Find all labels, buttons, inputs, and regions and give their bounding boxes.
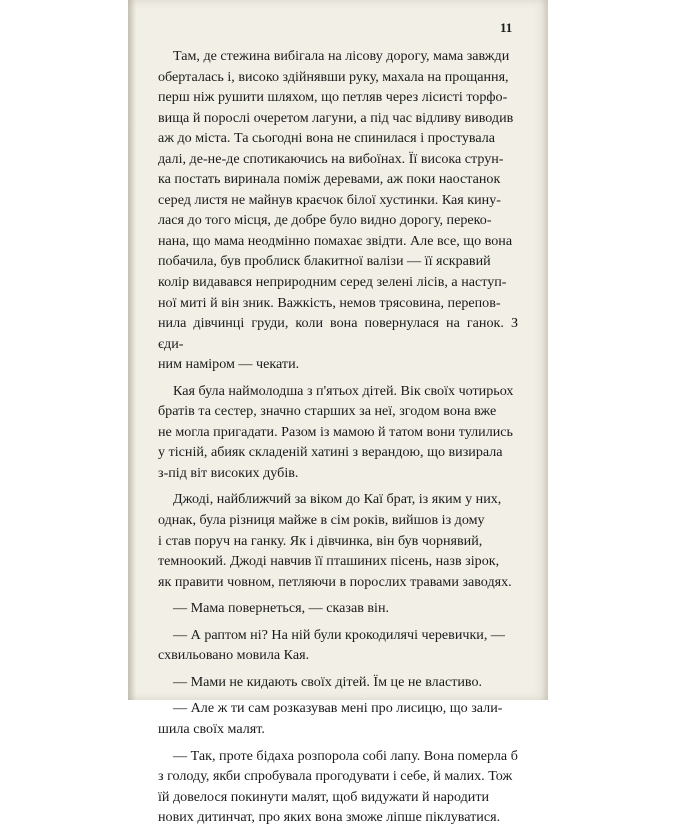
paragraph-kaya-family: Кая була наймолодша з п'ятьох дітей. Вік своїх чотирьох братів та сестер, значно старших за неї, згодом вона вже не могла пригадати. Разом із мамою й татом вони тулились у тісній, абияк складеній хатині з верандою, що визирала з-під віт високих дубів. [158,382,514,481]
dialogue-line: — Мами не кидають своїх дітей. Їм це не властиво. [173,673,483,690]
body-text [158,46,518,834]
dialogue-line: — Але ж ти сам розказував мені про лисицю, що зали- шила своїх малят. [158,700,503,737]
page-gutter-shadow [128,0,136,700]
page-number: 11 [500,20,513,35]
paragraph-jodie: Джоді, найближчий за віком до Каї брат, із яким у них, однак, була різниця майже в сім років, вийшов із дому і став поруч на ганку. Як і дівчинка, він був чорнявий, темноокий. Джоді навчив її пташиних пісень, назв зірок, як правити човном, петляючи в порослих травами заводях. [158,491,512,590]
page-edge-shadow [541,0,548,700]
paragraph-mother-leaving: Там, де стежина вибігала на лісову дорогу, мама завжди оберталась і, високо здійнявши руку, махала на прощання, перш ніж рушити шляхом, що петляв через лісисті торфо- вища й порослі очеретом лагуни, а під час відливу виводив аж до міста. Та сьогодні вона не спинилася і простувала далі, де-не-де спотикаючись на вибоїнах. Її висока струн- ка постать виринала поміж деревами, аж поки наостанок серед листя не майнув краєчок білої хустинки. Кая кину- лася до того місця, де добре було видно дорогу, переко- нана, що мама неодмінно помахає звідти. Але все, що вона побачила, був проблиск блакитної валізи — її яскравий колір видавався неприродним серед зелені лісів, а наступ- ної миті й він зник. Важкість, немов трясовина, перепов- нила дівчинці груди, коли вона повернулася на ганок. З єди- ним наміром — чекати. [158,48,518,373]
dialogue-line: — А раптом ні? На ній були крокодилячі черевички, — схвильовано мовила Кая. [158,626,505,664]
dialogue-line: — Так, проте бідаха розпорола собі лапу. Вона померла б з голоду, якби спробувала прогодувати і себе, й малих. Тож їй довелося покинути малят, щоб видужати й народити нових дитинчат, про яких вона зможе ліпше піклуватися. [158,747,518,826]
dialogue-line: — Мама повернеться, — сказав він. [173,600,390,617]
